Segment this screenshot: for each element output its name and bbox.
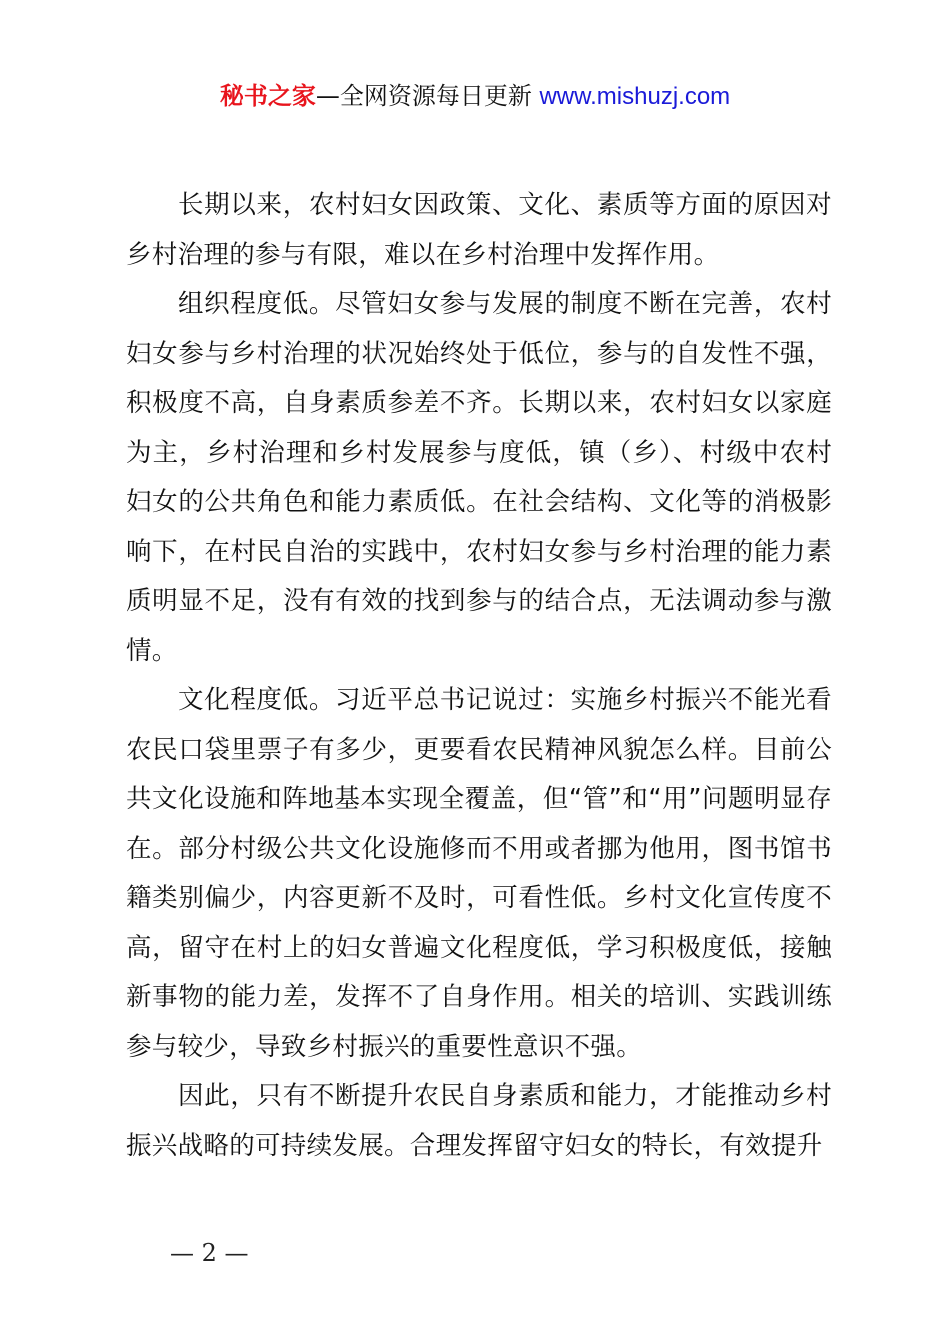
- site-brand: 秘书之家: [219, 82, 316, 110]
- page-number: — 2 —: [170, 1239, 249, 1267]
- page-header: [0, 80, 950, 113]
- paragraph-intro: 长期以来，农村妇女因政策、文化、素质等方面的原因对乡村治理的参与有限，难以在乡村治理中发挥作用。: [126, 190, 832, 270]
- site-tagline: —全网资源每日更新: [315, 82, 532, 110]
- site-url-link[interactable]: www.mishuzj.com: [539, 83, 731, 110]
- paragraph-conclusion: 因此，只有不断提升农民自身素质和能力，才能推动乡村振兴战略的可持续发展。合理发挥留守妇女的特长，有效提升: [126, 1081, 832, 1161]
- paragraph-culture: 文化程度低。习近平总书记说过：实施乡村振兴不能光看农民口袋里票子有多少，更要看农民精神风貌怎么样。目前公共文化设施和阵地基本实现全覆盖，但“管”和“用”问题明显存在。部分村级公共文化设施修而不用或者挪为他用，图书馆书籍类别偏少，内容更新不及时，可看性低。乡村文化宣传度不高，留守在村上的妇女普遍文化程度低，学习积极度低，接触新事物的能力差，发挥不了自身作用。相关的培训、实践训练参与较少，导致乡村振兴的重要性意识不强。: [126, 685, 832, 1062]
- paragraph-organization: 组织程度低。尽管妇女参与发展的制度不断在完善，农村妇女参与乡村治理的状况始终处于低位，参与的自发性不强，积极度不高，自身素质参差不齐。长期以来，农村妇女以家庭为主，乡村治理和乡村发展参与度低，镇（乡）、村级中农村妇女的公共角色和能力素质低。在社会结构、文化等的消极影响下，在村民自治的实践中，农村妇女参与乡村治理的能力素质明显不足，没有有效的找到参与的结合点，无法调动参与激情。: [126, 289, 832, 666]
- document-body: [126, 181, 832, 1171]
